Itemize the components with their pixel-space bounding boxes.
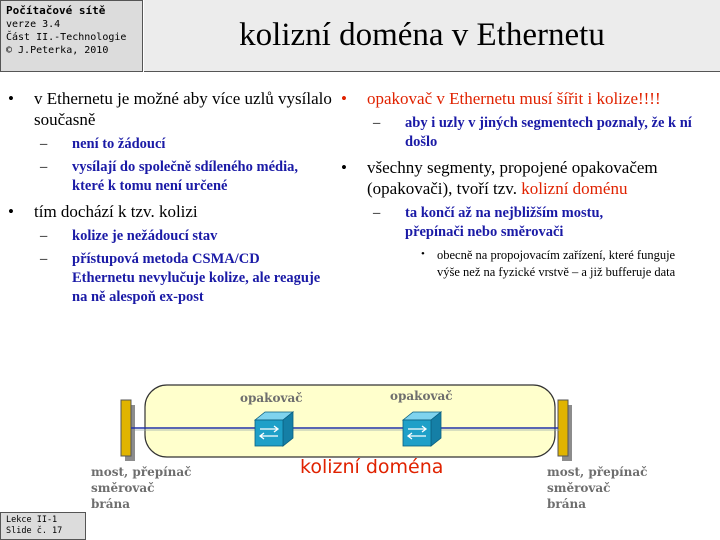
dash-marker: –: [40, 136, 48, 152]
bullet-item: [0, 201, 345, 222]
end-label-bridge: most, přepínač: [91, 465, 192, 479]
course-info-box: [0, 0, 143, 72]
sub-bullet-text: ta končí až na nejbližším mostu, přepínači nebo směrovači: [405, 205, 604, 240]
right-bullet-list: [333, 88, 703, 281]
right-end-labels: [547, 464, 647, 512]
collision-domain-diagram: [0, 375, 720, 465]
lecture-number: Lekce II-1: [6, 515, 58, 525]
bullet-item: [333, 88, 703, 109]
sub-bullet-item: [0, 158, 345, 196]
sub-sub-bullet-text: obecně na propojovacím zařízení, které funguje výše než na fyzické vrstvě – a již bufferuje data: [437, 248, 676, 279]
part-text: Část II.-Technologie: [6, 32, 127, 43]
sub-bullet-item: [0, 135, 345, 154]
dash-marker: –: [373, 115, 381, 131]
title-bar: [144, 0, 720, 72]
left-end-device: [121, 400, 131, 456]
course-name: Počítačové sítě: [6, 4, 106, 17]
left-bullet-list: [0, 88, 345, 307]
sub-bullet-text: kolize je nežádoucí stav: [72, 228, 218, 244]
sub-bullet-item: [0, 227, 345, 246]
dash-marker: –: [40, 251, 48, 267]
sub-bullet-item: [0, 250, 345, 307]
end-label-router: směrovač: [91, 481, 155, 495]
slide-number: Slide č. 17: [6, 526, 63, 536]
left-end-labels: [91, 464, 191, 512]
collision-domain-area: [145, 385, 555, 457]
sub-bullet-text: není to žádoucí: [72, 136, 166, 152]
sub-bullet-item: [333, 114, 703, 152]
slide-footer: [0, 512, 86, 540]
collision-domain-label: kolizní doména: [300, 456, 444, 478]
bullet-text: všechny segmenty, propojené opakovačem (opakovači), tvoří tzv.: [367, 158, 658, 198]
slide-title: kolizní doména v Ethernetu: [239, 17, 605, 53]
dash-marker: –: [373, 205, 381, 221]
bullet-item: [0, 88, 345, 130]
bullet-item: [333, 157, 703, 199]
bullet-marker: •: [8, 89, 14, 108]
sub-sub-bullet-item: [333, 247, 703, 281]
repeater-1-icon: [255, 412, 293, 446]
end-label-router: směrovač: [547, 481, 611, 495]
end-label-gateway: brána: [91, 497, 130, 511]
bullet-marker: •: [341, 158, 347, 177]
right-end-device: [558, 400, 568, 456]
bullet-text: tím dochází k tzv. kolizi: [34, 202, 198, 221]
end-label-bridge: most, přepínač: [547, 465, 648, 479]
dash-marker: –: [40, 228, 48, 244]
highlight-text: kolizní doménu: [521, 179, 628, 198]
end-label-gateway: brána: [547, 497, 586, 511]
dash-marker: –: [40, 159, 48, 175]
bullet-text: v Ethernetu je možné aby více uzlů vysílalo současně: [34, 89, 332, 129]
bullet-marker: •: [341, 89, 347, 108]
repeater-2-icon: [403, 412, 441, 446]
bullet-marker: •: [421, 248, 425, 260]
repeater-2-label: opakovač: [390, 389, 453, 403]
author-text: © J.Peterka, 2010: [6, 45, 109, 56]
bullet-marker: •: [8, 202, 14, 221]
repeater-1-label: opakovač: [240, 391, 303, 405]
sub-bullet-text: přístupová metoda CSMA/CD Ethernetu nevylučuje kolize, ale reaguje na ně alespoň ex-post: [72, 251, 321, 305]
sub-bullet-item: [333, 204, 703, 242]
version-text: verze 3.4: [6, 19, 61, 30]
sub-bullet-text: aby i uzly v jiných segmentech poznaly, že k ní došlo: [405, 115, 692, 150]
bullet-text: opakovač v Ethernetu musí šířit i kolize!!!!: [367, 89, 661, 108]
sub-bullet-text: vysílají do společně sdíleného média, které k tomu není určené: [72, 159, 298, 194]
